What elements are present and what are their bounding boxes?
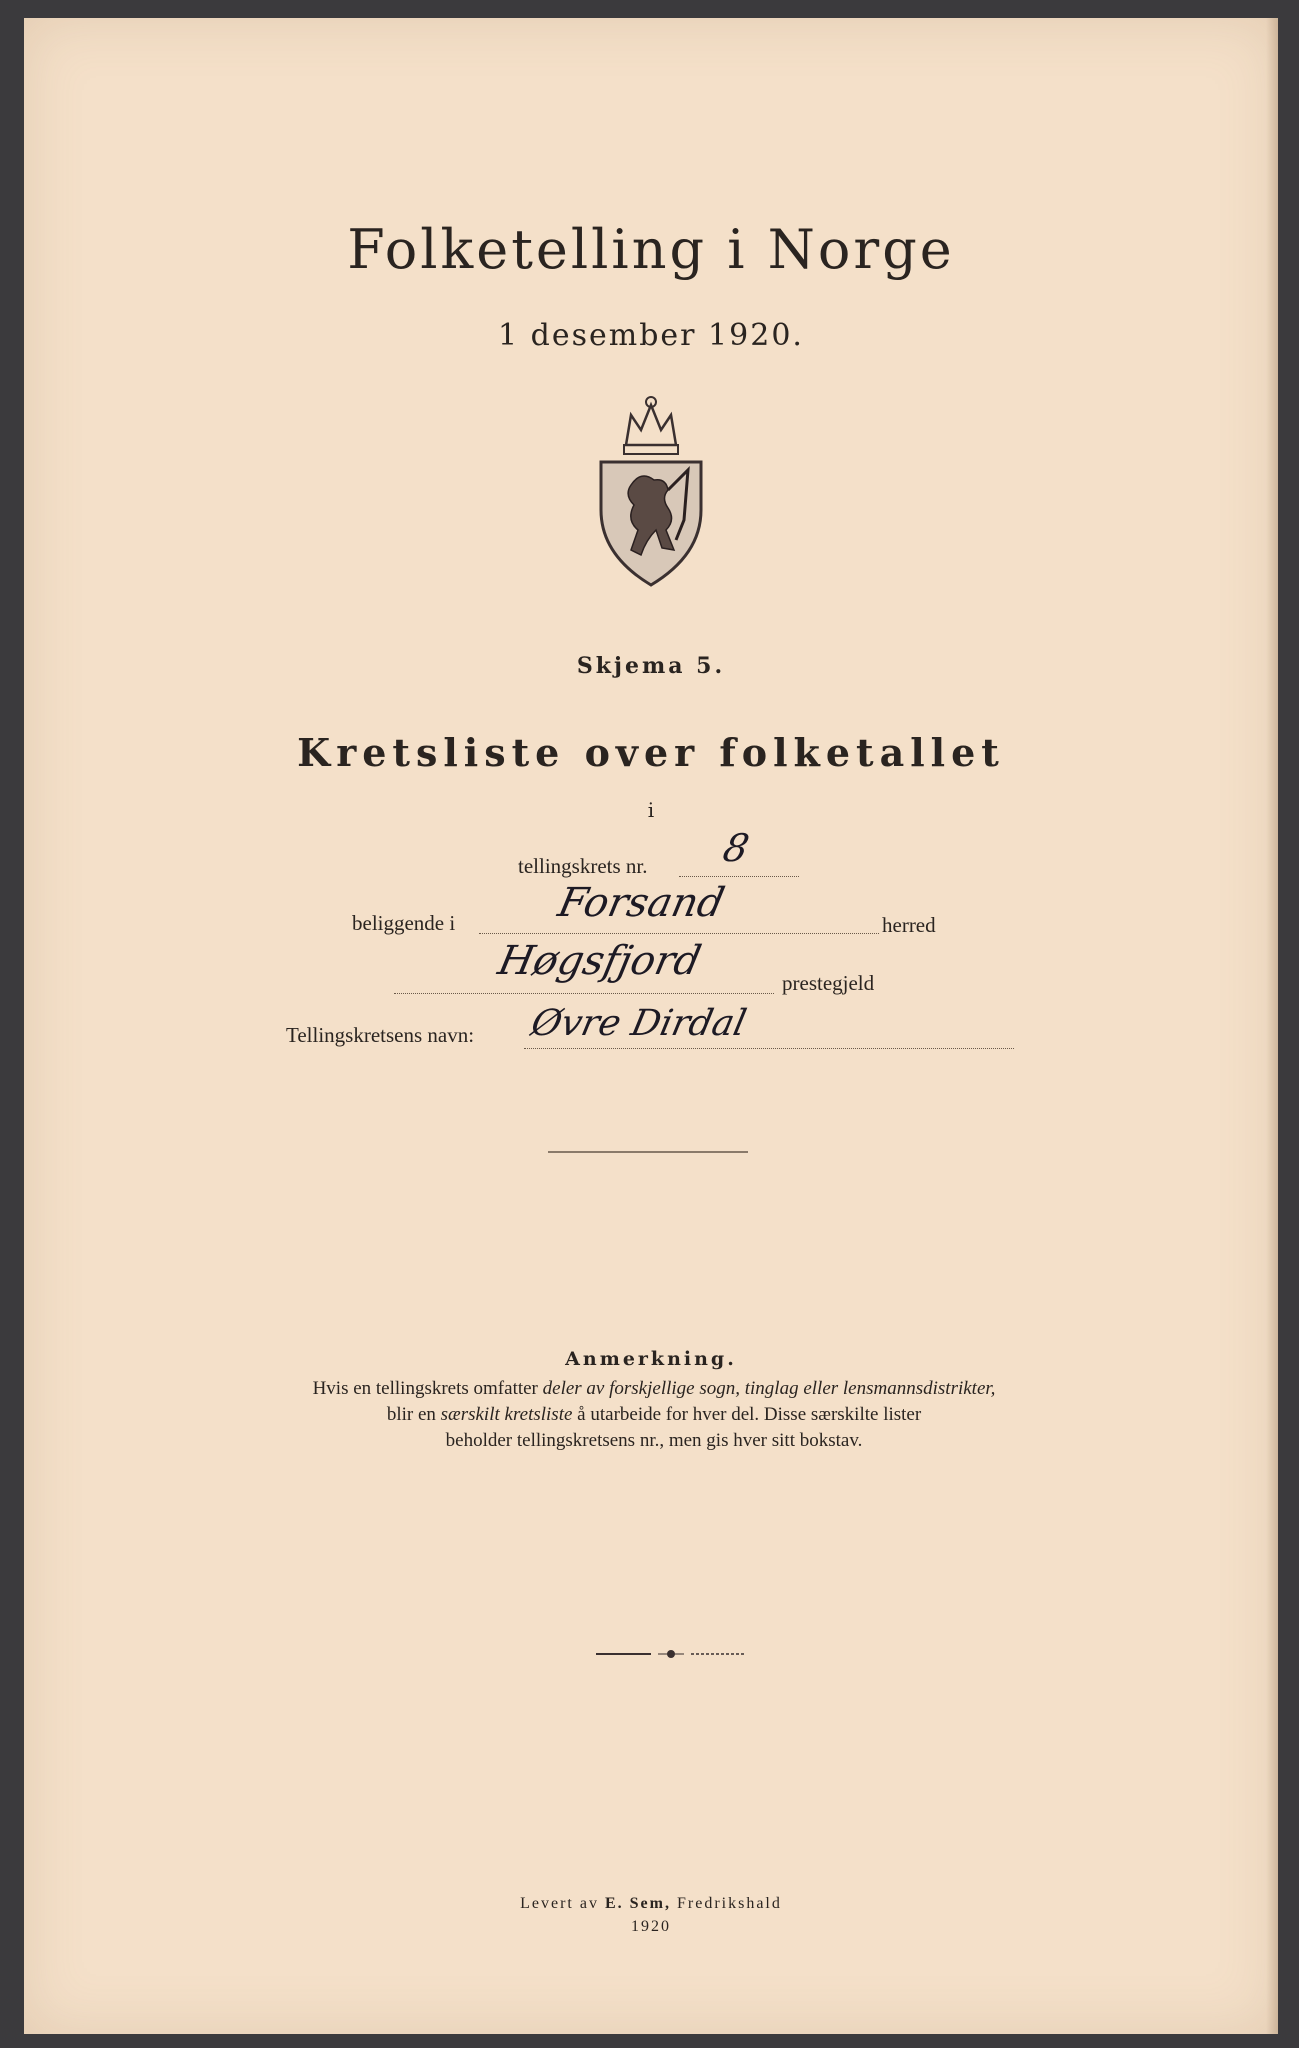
krets-name-value: Øvre Dirdal <box>527 1003 750 1044</box>
printer-line <box>24 1895 1278 1913</box>
remark-line-1-text: Hvis en tellingskrets omfatter <box>312 1378 543 1399</box>
beliggende-line <box>479 933 879 934</box>
krets-number-label: tellingskrets nr. <box>518 854 648 878</box>
remark-line-2 <box>204 1402 1104 1427</box>
printer-name: E. Sem, <box>604 1895 671 1912</box>
printer-city: Fredrikshald <box>670 1895 782 1912</box>
prestegjeld-line <box>394 993 774 994</box>
document-title: Folketelling i Norge <box>347 218 955 281</box>
remark-title: Anmerkning. <box>565 1348 737 1370</box>
remark-line-1 <box>204 1376 1104 1401</box>
beliggende-value: Forsand <box>554 880 729 926</box>
remark-line-2-italic: særskilt kretsliste <box>440 1404 573 1425</box>
remark-line-3: beholder tellingskretsens nr., men gis hver sitt bokstav. <box>445 1430 863 1451</box>
beliggende-label: beliggende i <box>352 911 456 935</box>
krets-name-line <box>524 1048 1014 1049</box>
printer-prefix: Levert av <box>520 1895 605 1912</box>
norwegian-coat-of-arms-icon <box>596 390 706 590</box>
census-date: 1 desember 1920. <box>498 318 804 353</box>
document-page <box>24 18 1278 2034</box>
schema-label: Skjema 5. <box>576 653 726 679</box>
connector-text: i <box>647 798 655 822</box>
krets-number-line <box>679 876 799 877</box>
form-heading: Kretsliste over folketallet <box>297 730 1005 775</box>
prestegjeld-value: Høgsfjord <box>494 938 706 984</box>
print-year: 1920 <box>631 1918 671 1935</box>
prestegjeld-label: prestegjeld <box>782 971 875 995</box>
krets-number-value: 8 <box>719 826 753 870</box>
ornament-divider-icon <box>596 1646 746 1662</box>
remark-line-2-text-a: blir en <box>386 1404 441 1425</box>
separator-rule <box>548 1151 748 1153</box>
herred-label: herred <box>882 913 936 937</box>
remark-line-2-text-c: å utarbeide for hver del. Disse særskilte lister <box>572 1404 922 1425</box>
remark-line-1-italic: deler av forskjellige sogn, tinglag eller lensmannsdistrikter, <box>542 1378 996 1399</box>
krets-name-label: Tellingskretsens navn: <box>286 1023 475 1047</box>
